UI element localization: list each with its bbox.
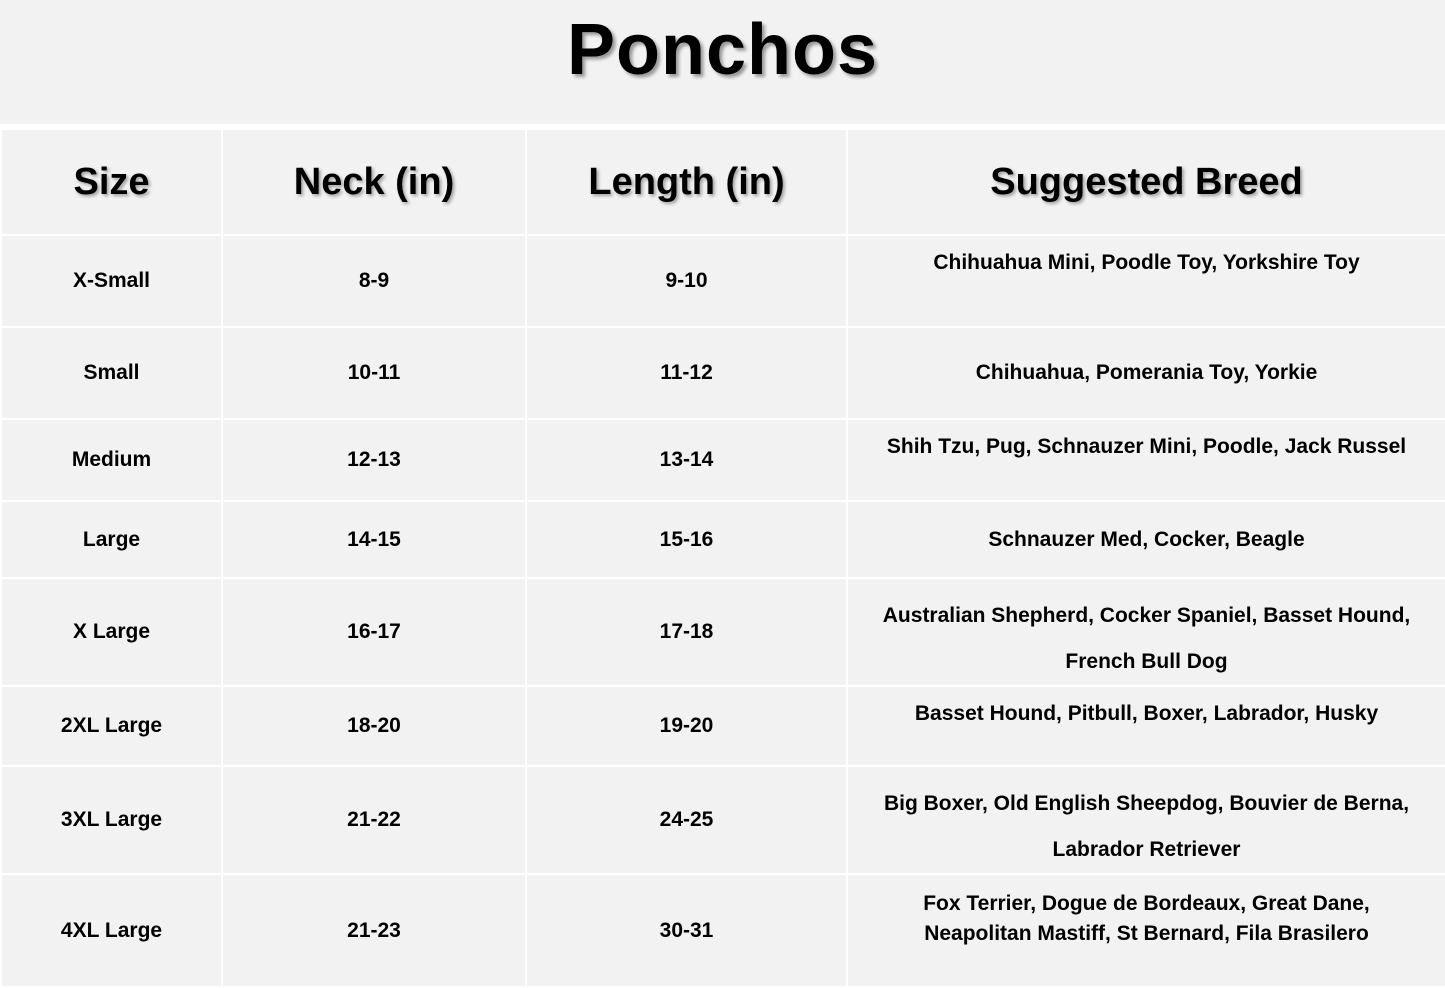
breed-line: Shih Tzu, Pug, Schnauzer Mini, Poodle, Jack Russel	[886, 435, 1407, 458]
table-row	[1, 235, 1445, 327]
table-row	[1, 686, 1445, 766]
table-row	[1, 874, 1445, 987]
breed-line: Big Boxer, Old English Sheepdog, Bouvier de Berna,	[883, 792, 1410, 815]
size-cell: Medium	[1, 419, 222, 501]
table-row	[1, 501, 1445, 578]
breed-line: Labrador Retriever	[1052, 838, 1241, 861]
breed-line: Basset Hound, Pitbull, Boxer, Labrador, Husky	[914, 702, 1379, 725]
breed-cell	[847, 766, 1445, 874]
header-neck: Neck (in)	[222, 129, 526, 235]
header-size: Size	[1, 129, 222, 235]
size-cell: X Large	[1, 578, 222, 686]
header-row	[1, 129, 1445, 235]
breed-line: Neapolitan Mastiff, St Bernard, Fila Brasilero	[924, 922, 1369, 945]
size-cell: 2XL Large	[1, 686, 222, 766]
neck-cell: 21-23	[222, 874, 526, 987]
breed-cell	[847, 501, 1445, 578]
breed-line: Fox Terrier, Dogue de Bordeaux, Great Dane,	[923, 892, 1370, 915]
header-breed: Suggested Breed	[847, 129, 1445, 235]
neck-cell: 10-11	[222, 327, 526, 419]
size-chart-table	[0, 128, 1445, 988]
breed-cell	[847, 578, 1445, 686]
size-cell: X-Small	[1, 235, 222, 327]
length-cell: 24-25	[526, 766, 847, 874]
size-cell: 3XL Large	[1, 766, 222, 874]
page-title: Ponchos	[566, 10, 879, 90]
breed-line: Chihuahua, Pomerania Toy, Yorkie	[975, 361, 1318, 384]
neck-cell: 12-13	[222, 419, 526, 501]
length-cell: 15-16	[526, 501, 847, 578]
breed-line: Schnauzer Med, Cocker, Beagle	[988, 527, 1305, 551]
breed-cell	[847, 327, 1445, 419]
neck-cell: 14-15	[222, 501, 526, 578]
length-cell: 9-10	[526, 235, 847, 327]
table-row	[1, 766, 1445, 874]
size-cell: Small	[1, 327, 222, 419]
table-row	[1, 419, 1445, 501]
neck-cell: 8-9	[222, 235, 526, 327]
neck-cell: 16-17	[222, 578, 526, 686]
breed-cell	[847, 235, 1445, 327]
size-cell: Large	[1, 501, 222, 578]
breed-cell	[847, 874, 1445, 987]
size-cell: 4XL Large	[1, 874, 222, 987]
neck-cell: 18-20	[222, 686, 526, 766]
length-cell: 19-20	[526, 686, 847, 766]
table-row	[1, 327, 1445, 419]
breed-line: Chihuahua Mini, Poodle Toy, Yorkshire Toy	[933, 251, 1360, 274]
length-cell: 11-12	[526, 327, 847, 419]
breed-line: French Bull Dog	[1065, 650, 1228, 673]
length-cell: 17-18	[526, 578, 847, 686]
breed-cell	[847, 686, 1445, 766]
length-cell: 13-14	[526, 419, 847, 501]
table-row	[1, 578, 1445, 686]
breed-cell	[847, 419, 1445, 501]
breed-line: Australian Shepherd, Cocker Spaniel, Basset Hound,	[882, 604, 1411, 627]
length-cell: 30-31	[526, 874, 847, 987]
header-length: Length (in)	[526, 129, 847, 235]
neck-cell: 21-22	[222, 766, 526, 874]
